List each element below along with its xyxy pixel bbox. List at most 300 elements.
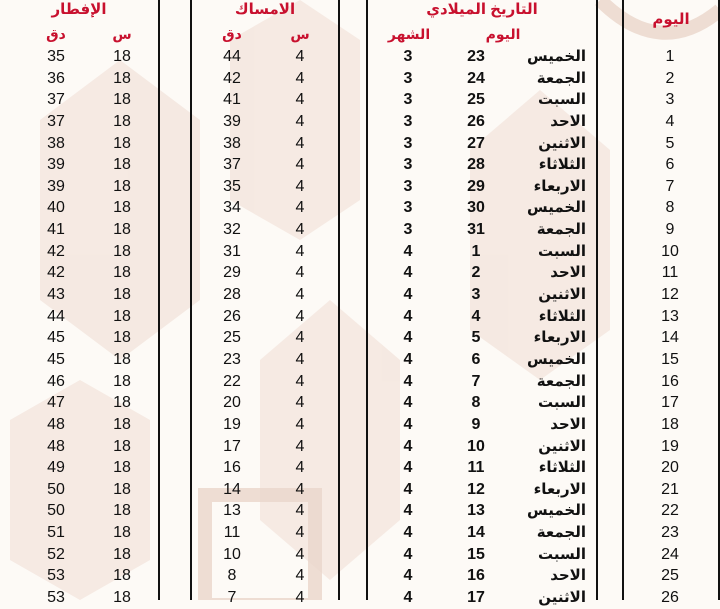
- imsak-minutes: 23: [223, 350, 241, 368]
- weekday-name: السبت: [537, 545, 586, 563]
- gregorian-row: [368, 565, 596, 587]
- imsak-hours: 4: [295, 221, 305, 239]
- gregorian-row: [368, 306, 596, 328]
- imsak-row: [192, 479, 338, 501]
- gregorian-month: 3: [403, 199, 413, 217]
- iftar-minutes: 51: [47, 524, 65, 542]
- imsak-minutes: 11: [223, 524, 241, 542]
- gregorian-month: 4: [403, 394, 413, 412]
- gregorian-row: [368, 262, 596, 284]
- day-row: [624, 89, 718, 111]
- day-row: [624, 284, 718, 306]
- gregorian-day: 28: [467, 156, 485, 174]
- weekday-name: الاربعاء: [533, 177, 586, 195]
- gregorian-month: 4: [403, 242, 413, 260]
- day-index: 15: [661, 350, 679, 368]
- imsak-minutes: 28: [223, 286, 241, 304]
- day-row: [624, 522, 718, 544]
- iftar-row: [0, 522, 158, 544]
- gregorian-day: 14: [467, 524, 485, 542]
- weekday-name: الخميس: [527, 199, 586, 217]
- gregorian-day: 6: [471, 350, 481, 368]
- iftar-minutes: 36: [47, 69, 65, 87]
- iftar-hours: 18: [113, 91, 131, 109]
- imsak-hours: 4: [295, 112, 305, 130]
- gregorian-row: [368, 111, 596, 133]
- imsak-hours: 4: [295, 545, 305, 563]
- iftar-minutes: 50: [47, 480, 65, 498]
- iftar-hours: 18: [113, 350, 131, 368]
- imsak-row: [192, 436, 338, 458]
- gregorian-day: 29: [467, 177, 485, 195]
- day-index: 21: [661, 480, 679, 498]
- iftar-hours: 18: [113, 156, 131, 174]
- iftar-minutes: 41: [47, 221, 65, 239]
- day-index: 2: [665, 69, 675, 87]
- iftar-minutes: 37: [47, 91, 65, 109]
- weekday-name: الاحد: [550, 112, 586, 130]
- gregorian-row: [368, 544, 596, 566]
- gregorian-row: [368, 46, 596, 68]
- gregorian-row: [368, 414, 596, 436]
- imsak-row: [192, 544, 338, 566]
- gregorian-row: [368, 241, 596, 263]
- gregorian-day: 11: [467, 459, 485, 477]
- day-index: 26: [661, 589, 679, 607]
- imsak-row: [192, 392, 338, 414]
- imsak-minutes: 17: [223, 437, 241, 455]
- gregorian-day: 10: [467, 437, 485, 455]
- imsak-row: [192, 176, 338, 198]
- imsak-minutes: 19: [223, 415, 241, 433]
- imsak-row: [192, 68, 338, 90]
- gregorian-month: 4: [403, 264, 413, 282]
- iftar-minutes-subheader: دق: [46, 26, 66, 42]
- iftar-minutes: 39: [47, 156, 65, 174]
- gregorian-day: 4: [471, 307, 481, 325]
- weekday-name: الجمعة: [536, 372, 586, 390]
- day-index: 19: [661, 437, 679, 455]
- gregorian-day: 2: [471, 264, 481, 282]
- gregorian-day: 7: [471, 372, 481, 390]
- gregorian-month: 3: [403, 156, 413, 174]
- imsak-hours: 4: [295, 372, 305, 390]
- day-row: [624, 544, 718, 566]
- imsak-hours: 4: [295, 199, 305, 217]
- iftar-minutes: 42: [47, 242, 65, 260]
- iftar-minutes: 49: [47, 459, 65, 477]
- iftar-hours: 18: [113, 415, 131, 433]
- iftar-hours: 18: [113, 480, 131, 498]
- gregorian-day: 1: [471, 242, 481, 260]
- imsak-row: [192, 111, 338, 133]
- imsak-row: [192, 565, 338, 587]
- iftar-row: [0, 457, 158, 479]
- day-row: [624, 68, 718, 90]
- weekday-name: الاحد: [550, 415, 586, 433]
- day-row: [624, 392, 718, 414]
- gregorian-month: 4: [403, 480, 413, 498]
- gregorian-day: 16: [467, 567, 485, 585]
- day-index: 18: [661, 415, 679, 433]
- day-index: 24: [661, 545, 679, 563]
- gregorian-month: 4: [403, 329, 413, 347]
- iftar-hours: 18: [113, 502, 131, 520]
- iftar-hours: 18: [113, 459, 131, 477]
- gregorian-month: 4: [403, 459, 413, 477]
- imsak-hours-subheader: س: [290, 26, 310, 42]
- weekday-name: الاثنين: [538, 589, 586, 607]
- imsak-minutes: 8: [227, 567, 237, 585]
- imsak-minutes: 14: [223, 480, 241, 498]
- iftar-row: [0, 414, 158, 436]
- iftar-row: [0, 371, 158, 393]
- gregorian-row: [368, 587, 596, 609]
- gregorian-month: 4: [403, 502, 413, 520]
- imsak-row: [192, 500, 338, 522]
- iftar-row: [0, 241, 158, 263]
- imsak-hours: 4: [295, 415, 305, 433]
- imsak-minutes: 26: [223, 307, 241, 325]
- iftar-row: [0, 392, 158, 414]
- iftar-hours: 18: [113, 112, 131, 130]
- iftar-row: [0, 587, 158, 609]
- gregorian-month: 3: [403, 221, 413, 239]
- gregorian-month: 4: [403, 545, 413, 563]
- gregorian-day: 30: [467, 199, 485, 217]
- day-index: 17: [661, 394, 679, 412]
- iftar-minutes: 43: [47, 286, 65, 304]
- iftar-row: [0, 133, 158, 155]
- imsak-hours: 4: [295, 48, 305, 65]
- day-index: 25: [661, 567, 679, 585]
- weekday-name: الخميس: [527, 502, 586, 520]
- day-index: 23: [661, 524, 679, 542]
- iftar-row: [0, 284, 158, 306]
- gregorian-row: [368, 219, 596, 241]
- gregorian-day: 5: [471, 329, 481, 347]
- imsak-row: [192, 522, 338, 544]
- day-index: 12: [661, 286, 679, 304]
- iftar-hours: 18: [113, 286, 131, 304]
- day-row: [624, 219, 718, 241]
- imsak-row: [192, 414, 338, 436]
- gregorian-row: [368, 133, 596, 155]
- iftar-row: [0, 197, 158, 219]
- gregorian-header: التاريخ الميلادي: [426, 1, 538, 18]
- gregorian-month: 4: [403, 350, 413, 368]
- iftar-hours: 18: [113, 567, 131, 585]
- iftar-hours: 18: [113, 372, 131, 390]
- iftar-hours: 18: [113, 242, 131, 260]
- weekday-name: الخميس: [527, 350, 586, 368]
- imsak-row: [192, 241, 338, 263]
- imsak-row: [192, 349, 338, 371]
- iftar-hours: 18: [113, 437, 131, 455]
- iftar-hours: 18: [113, 221, 131, 239]
- day-index: 1: [665, 48, 675, 65]
- imsak-minutes: 10: [223, 545, 241, 563]
- day-row: [624, 479, 718, 501]
- iftar-minutes: 38: [47, 134, 65, 152]
- iftar-minutes: 47: [47, 394, 65, 412]
- day-index: 9: [665, 221, 675, 239]
- imsak-column: [190, 0, 340, 607]
- iftar-minutes: 39: [47, 177, 65, 195]
- iftar-row: [0, 306, 158, 328]
- imsak-hours: 4: [295, 307, 305, 325]
- day-row: [624, 197, 718, 219]
- iftar-minutes: 45: [47, 350, 65, 368]
- weekday-name: السبت: [537, 242, 586, 260]
- imsak-row: [192, 89, 338, 111]
- day-index: 5: [665, 134, 675, 152]
- gregorian-row: [368, 436, 596, 458]
- gregorian-month: 4: [403, 524, 413, 542]
- iftar-row: [0, 500, 158, 522]
- imsak-row: [192, 371, 338, 393]
- imsak-hours: 4: [295, 437, 305, 455]
- iftar-row: [0, 565, 158, 587]
- imsak-hours: 4: [295, 242, 305, 260]
- imsak-row: [192, 327, 338, 349]
- iftar-minutes: 42: [47, 264, 65, 282]
- iftar-row: [0, 219, 158, 241]
- iftar-minutes: 45: [47, 329, 65, 347]
- imsak-row: [192, 154, 338, 176]
- day-index: 13: [661, 307, 679, 325]
- gregorian-month: 4: [403, 286, 413, 304]
- day-row: [624, 306, 718, 328]
- weekday-name: الجمعة: [536, 524, 586, 542]
- imsak-minutes: 31: [223, 242, 241, 260]
- gregorian-day: 24: [467, 69, 485, 87]
- iftar-row: [0, 68, 158, 90]
- gregorian-row: [368, 349, 596, 371]
- imsak-row: [192, 457, 338, 479]
- iftar-minutes: 40: [47, 199, 65, 217]
- iftar-row: [0, 262, 158, 284]
- weekday-name: الجمعة: [536, 221, 586, 239]
- day-row: [624, 327, 718, 349]
- gregorian-month: 4: [403, 589, 413, 607]
- iftar-minutes: 48: [47, 437, 65, 455]
- imsak-row: [192, 197, 338, 219]
- iftar-minutes: 46: [47, 372, 65, 390]
- gregorian-month: 4: [403, 415, 413, 433]
- day-row: [624, 241, 718, 263]
- gregorian-day: 9: [471, 415, 481, 433]
- gregorian-month: 4: [403, 372, 413, 390]
- day-row: [624, 262, 718, 284]
- gregorian-month: 3: [403, 91, 413, 109]
- gregorian-row: [368, 284, 596, 306]
- day-row: [624, 46, 718, 68]
- iftar-minutes: 35: [47, 48, 65, 65]
- imsak-hours: 4: [295, 91, 305, 109]
- day-index: 11: [661, 264, 679, 282]
- day-row: [624, 436, 718, 458]
- gregorian-day-subheader: اليوم: [485, 26, 521, 42]
- weekday-name: الثلاثاء: [538, 156, 586, 174]
- gregorian-month: 4: [403, 307, 413, 325]
- day-index: 14: [661, 329, 679, 347]
- gregorian-month: 3: [403, 69, 413, 87]
- iftar-minutes: 44: [47, 307, 65, 325]
- day-index: 7: [665, 177, 675, 195]
- iftar-row: [0, 176, 158, 198]
- iftar-minutes: 53: [47, 567, 65, 585]
- imsak-minutes: 39: [223, 112, 241, 130]
- gregorian-row: [368, 500, 596, 522]
- imsak-hours: 4: [295, 69, 305, 87]
- imsak-hours: 4: [295, 394, 305, 412]
- weekday-name: الاربعاء: [533, 480, 586, 498]
- gregorian-day: 26: [467, 112, 485, 130]
- imsak-row: [192, 219, 338, 241]
- imsak-minutes: 25: [223, 329, 241, 347]
- weekday-name: الاحد: [550, 567, 586, 585]
- imsak-minutes: 16: [223, 459, 241, 477]
- weekday-name: الثلاثاء: [538, 459, 586, 477]
- iftar-hours: 18: [113, 589, 131, 607]
- iftar-hours: 18: [113, 329, 131, 347]
- imsak-hours: 4: [295, 264, 305, 282]
- imsak-minutes-subheader: دق: [222, 26, 242, 42]
- iftar-row: [0, 349, 158, 371]
- day-column: [622, 0, 720, 607]
- gregorian-day: 3: [471, 286, 481, 304]
- gregorian-day: 27: [467, 134, 485, 152]
- iftar-hours: 18: [113, 524, 131, 542]
- day-row: [624, 111, 718, 133]
- imsak-minutes: 13: [223, 502, 241, 520]
- imsak-row: [192, 306, 338, 328]
- weekday-name: الثلاثاء: [538, 307, 586, 325]
- iftar-hours: 18: [113, 69, 131, 87]
- day-row: [624, 349, 718, 371]
- iftar-header: الإفطار: [51, 1, 107, 18]
- iftar-row: [0, 544, 158, 566]
- iftar-row: [0, 111, 158, 133]
- day-index: 10: [661, 242, 679, 260]
- day-row: [624, 457, 718, 479]
- day-index: 20: [661, 459, 679, 477]
- iftar-hours: 18: [113, 177, 131, 195]
- imsak-hours: 4: [295, 134, 305, 152]
- iftar-column: [0, 0, 160, 607]
- gregorian-row: [368, 327, 596, 349]
- gregorian-row: [368, 457, 596, 479]
- gregorian-day: 15: [467, 545, 485, 563]
- day-index: 16: [661, 372, 679, 390]
- imsak-minutes: 42: [223, 69, 241, 87]
- gregorian-row: [368, 176, 596, 198]
- iftar-hours: 18: [113, 307, 131, 325]
- gregorian-row: [368, 522, 596, 544]
- day-row: [624, 500, 718, 522]
- gregorian-row: [368, 392, 596, 414]
- imsak-hours: 4: [295, 177, 305, 195]
- weekday-name: الجمعة: [536, 69, 586, 87]
- gregorian-day: 13: [467, 502, 485, 520]
- iftar-row: [0, 327, 158, 349]
- iftar-hours: 18: [113, 545, 131, 563]
- day-index: 6: [665, 156, 675, 174]
- imsak-hours: 4: [295, 350, 305, 368]
- imsak-hours: 4: [295, 589, 305, 607]
- iftar-row: [0, 154, 158, 176]
- imsak-minutes: 37: [223, 156, 241, 174]
- imsak-row: [192, 46, 338, 68]
- iftar-row: [0, 89, 158, 111]
- iftar-hours: 18: [113, 134, 131, 152]
- gregorian-month: 4: [403, 437, 413, 455]
- imsak-minutes: 35: [223, 177, 241, 195]
- iftar-hours-subheader: س: [112, 26, 132, 42]
- iftar-minutes: 48: [47, 415, 65, 433]
- imsak-row: [192, 284, 338, 306]
- imsak-minutes: 41: [223, 91, 241, 109]
- day-row: [624, 587, 718, 609]
- day-row: [624, 414, 718, 436]
- day-header: اليوم: [652, 11, 690, 28]
- weekday-name: الاثنين: [538, 134, 586, 152]
- gregorian-row: [368, 89, 596, 111]
- imsak-minutes: 7: [227, 589, 237, 607]
- iftar-row: [0, 436, 158, 458]
- imsak-minutes: 38: [223, 134, 241, 152]
- imsak-minutes: 34: [223, 199, 241, 217]
- iftar-row: [0, 46, 158, 68]
- imsak-hours: 4: [295, 156, 305, 174]
- imsak-row: [192, 262, 338, 284]
- gregorian-row: [368, 154, 596, 176]
- weekday-name: الاثنين: [538, 437, 586, 455]
- imsak-minutes: 22: [223, 372, 241, 390]
- imsak-row: [192, 587, 338, 609]
- imsak-hours: 4: [295, 502, 305, 520]
- gregorian-month: 3: [403, 134, 413, 152]
- gregorian-month: 3: [403, 112, 413, 130]
- weekday-name: السبت: [537, 394, 586, 412]
- gregorian-month: 3: [403, 177, 413, 195]
- imsak-header: الامساك: [234, 1, 296, 18]
- imsak-hours: 4: [295, 524, 305, 542]
- day-row: [624, 154, 718, 176]
- iftar-row: [0, 479, 158, 501]
- imsak-minutes: 20: [223, 394, 241, 412]
- gregorian-row: [368, 197, 596, 219]
- imsak-row: [192, 133, 338, 155]
- weekday-name: الاثنين: [538, 286, 586, 304]
- iftar-hours: 18: [113, 48, 131, 65]
- weekday-name: الخميس: [527, 48, 586, 65]
- iftar-minutes: 52: [47, 545, 65, 563]
- day-row: [624, 565, 718, 587]
- iftar-minutes: 50: [47, 502, 65, 520]
- imsak-hours: 4: [295, 329, 305, 347]
- gregorian-month: 4: [403, 567, 413, 585]
- gregorian-day: 31: [467, 221, 485, 239]
- day-index: 3: [665, 91, 675, 109]
- day-row: [624, 371, 718, 393]
- day-index: 4: [665, 112, 675, 130]
- day-row: [624, 133, 718, 155]
- imsak-hours: 4: [295, 480, 305, 498]
- gregorian-row: [368, 371, 596, 393]
- iftar-hours: 18: [113, 394, 131, 412]
